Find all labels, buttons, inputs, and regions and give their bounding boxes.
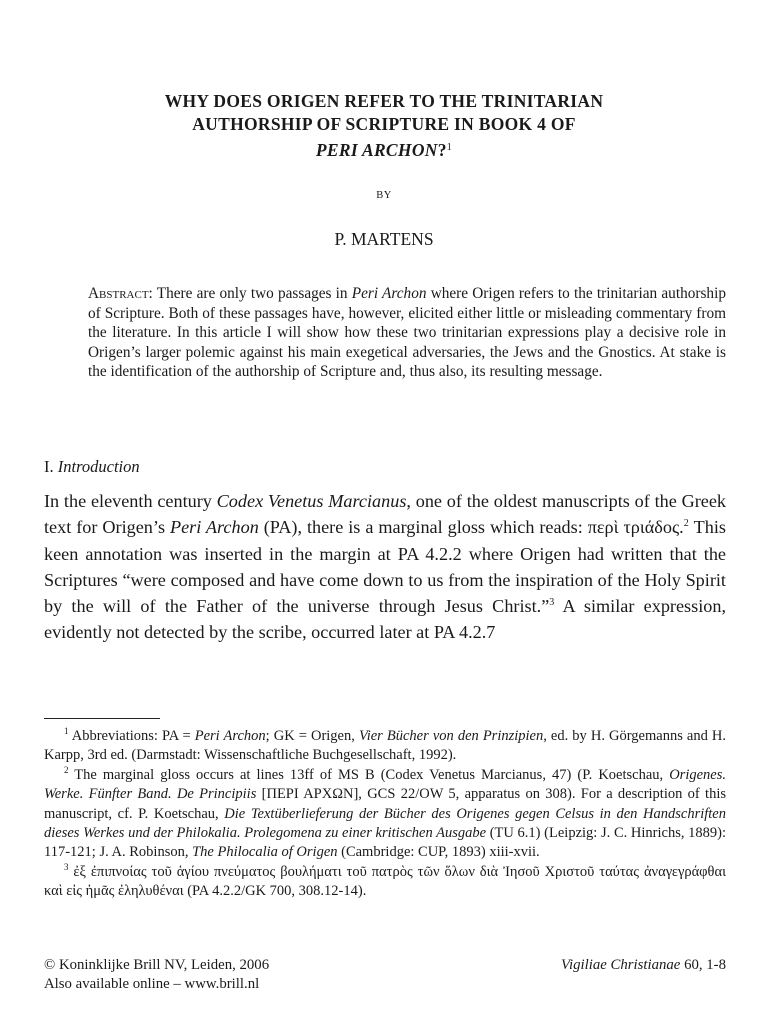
article-title: [0, 90, 768, 162]
journal-name: Vigiliae Christianae: [561, 957, 681, 973]
section-title: Introduction: [57, 457, 140, 476]
footnote-ref-2[interactable]: 2: [683, 518, 689, 530]
footnote-3: [44, 863, 726, 902]
footnote-text: [ΠΕΡΙ ΑΡΧΩΝ], GCS 22/OW 5, apparatus on 308). For a description of this manuscript, cf. P. Koetschau,: [44, 786, 726, 822]
footnote-1: [44, 727, 726, 766]
body-segment: A similar expression, evidently not detected by the scribe, occurred later at PA 4.2.7: [44, 596, 726, 643]
footnote-text: ἐξ ἐπιπνοίας τοῦ ἁγίου πνεύματος βουλήματι τοῦ πατρὸς τῶν ὅλων διὰ Ἰησοῦ Χριστοῦ ταύτας ἀναγεγράφθαι καὶ εἰς ἡμᾶς ἐληλυθέναι (PA 4.2.2/GK 700, 308.12-14).: [44, 863, 726, 900]
body-segment: , one of the oldest manuscripts of the Greek text for Origen’s: [44, 491, 727, 538]
footnote-italic: Vier Bücher von den Prinzipien: [358, 728, 544, 744]
body-segment: This keen annotation was inserted in the margin at PA 4.2.2 where Origen had written that the Scriptures “were composed and have come down to us from the inspiration of the Holy Spirit by the will of the Father of the universe through Jesus Christ.”: [44, 517, 726, 617]
footnote-mark: 1: [64, 726, 69, 736]
footnotes: [44, 727, 726, 902]
footnote-text: ; GK = Origen,: [265, 728, 359, 744]
title-line-2: AUTHORSHIP OF SCRIPTURE IN BOOK 4 OF: [192, 114, 576, 134]
footnote-mark: 2: [64, 764, 69, 775]
title-italic: PERI ARCHON: [315, 140, 438, 160]
byline: BY: [376, 190, 392, 201]
journal-volume: 60, 1-8: [680, 957, 726, 973]
footnote-text: Abbreviations: PA =: [68, 728, 195, 744]
footer-journal: [561, 956, 726, 975]
abstract-label: Abstract:: [88, 285, 153, 302]
abstract-text: where Origen refers to the trinitarian authorship of Scripture. Both of these passages have, however, elicited either little or misleading commentary from the literature. In this article I will show how these two trinitarian expressions play a decisive role in Origen’s larger polemic against his main exegetical adversaries, the Jews and the Gnostics. At stake is the identification of the authorship of Scripture and, thus also, its resulting message.: [88, 285, 726, 380]
body-italic: Codex Venetus Marcianus: [216, 491, 407, 511]
abstract-italic: Peri Archon: [351, 285, 427, 302]
footnote-text: (Cambridge: CUP, 1893) xiii-xvii.: [337, 844, 540, 861]
footnote-text: (TU 6.1) (Leipzig: J. C. Hinrichs, 1889): 117-121; J. A. Robinson,: [44, 825, 726, 861]
footnote-text: The marginal gloss occurs at lines 13ff of MS B (Codex Venetus Marcianus, 47) (P. Koetschau,: [68, 766, 670, 783]
footnote-ref-3[interactable]: 3: [549, 597, 555, 609]
footnote-divider: [44, 718, 160, 719]
section-heading: [44, 457, 140, 477]
body-italic: Peri Archon: [169, 517, 259, 538]
abstract: [88, 284, 726, 382]
title-suffix: ?: [437, 140, 447, 160]
footnote-italic: The Philocalia of Origen: [192, 844, 338, 861]
abstract-text: There are only two passages in: [152, 285, 352, 302]
body-segment: In the eleventh century: [44, 491, 217, 511]
footnote-italic: Origenes. Werke. Fünfter Band. De Principiis: [44, 766, 726, 803]
footer-publisher: [44, 956, 269, 994]
footnote-text: , ed. by H. Görgemanns and H. Karpp, 3rd ed. (Darmstadt: Wissenschaftliche Buchgesellschaft, 1992).: [44, 728, 726, 764]
footnote-2: [44, 766, 726, 863]
author-name: P. MARTENS: [334, 229, 434, 249]
footnote-mark: 3: [64, 861, 69, 872]
footnote-italic: Peri Archon: [194, 728, 266, 744]
section-number: I.: [44, 457, 54, 476]
title-line-1: WHY DOES ORIGEN REFER TO THE TRINITARIAN: [164, 91, 604, 111]
title-line-3: [0, 136, 768, 162]
copyright-line: © Koninklijke Brill NV, Leiden, 2006: [44, 957, 270, 973]
body-text: [44, 488, 726, 646]
footnote-italic: Die Textüberlieferung der Bücher des Origenes gegen Celsus in den Handschriften dieses Werkes und der Philokalia. Prolegomena zu einer kritischen Ausgabe: [44, 805, 726, 842]
online-line[interactable]: Also available online – www.brill.nl: [44, 976, 260, 992]
title-footnote-mark[interactable]: 1: [446, 142, 453, 153]
body-segment: (PA), there is a marginal gloss which reads: περὶ τριάδος.: [258, 517, 684, 538]
